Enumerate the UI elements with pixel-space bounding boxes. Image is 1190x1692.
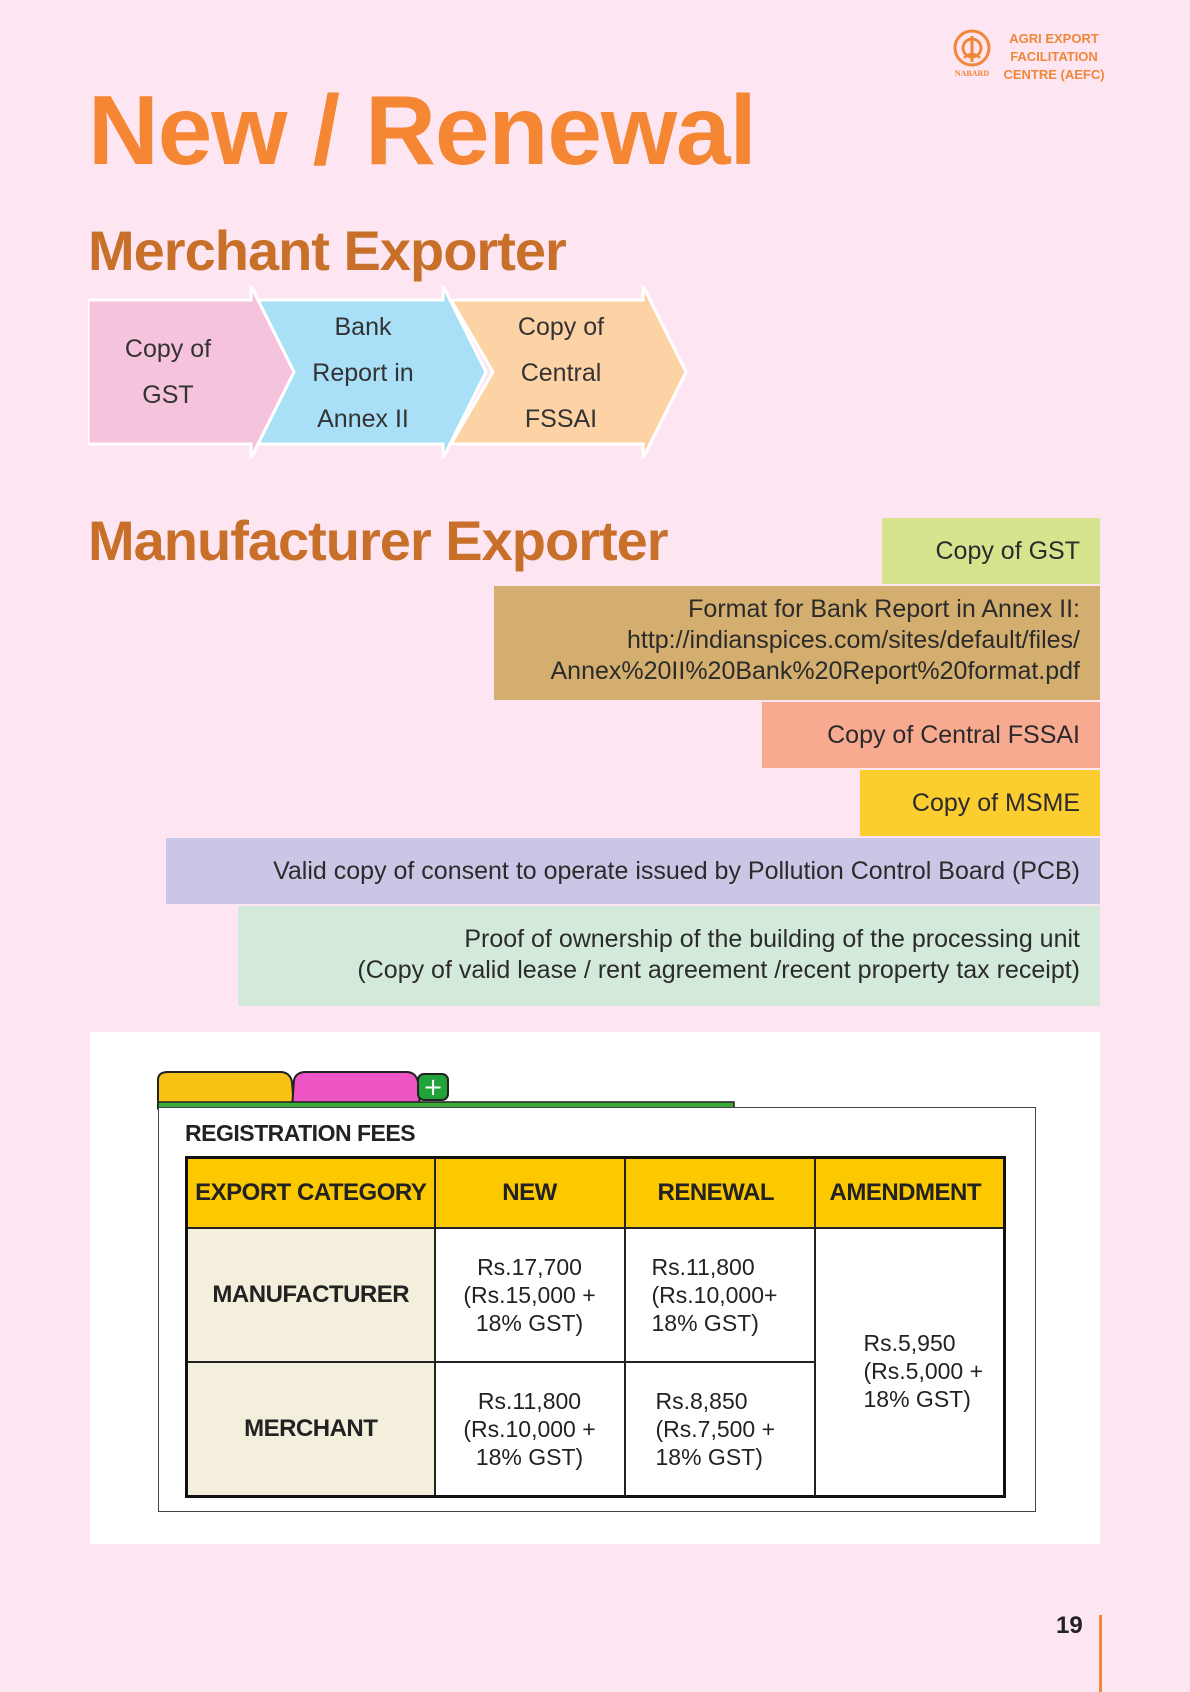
org-name-line: AGRI EXPORT [1009, 31, 1099, 46]
plus-icon: + [422, 1073, 444, 1101]
header-export-category: EXPORT CATEGORY [187, 1158, 435, 1229]
fees-title: REGISTRATION FEES [185, 1120, 416, 1146]
doc-text: Copy of GST [935, 537, 1080, 565]
flow-step-bank-report [268, 304, 458, 442]
fee-line: Rs.5,950 [863, 1329, 956, 1356]
nabard-emblem-icon [950, 28, 994, 78]
emblem-caption: NABARD [954, 69, 990, 78]
fee-line: (Rs.7,500 + [655, 1415, 776, 1442]
fee-cell-new [435, 1228, 625, 1362]
aefc-logo [950, 28, 1110, 84]
flow-step-line: Annex II [317, 405, 409, 433]
doc-gst [882, 518, 1100, 584]
fee-line: Rs.11,800 [651, 1254, 755, 1280]
fee-line: 18% GST) [863, 1385, 971, 1412]
fee-line: Rs.11,800 [477, 1387, 582, 1414]
fee-line: 18% GST) [475, 1310, 584, 1336]
flow-step-gst [88, 326, 248, 418]
registration-fees-panel [90, 1032, 1100, 1544]
table-row [187, 1228, 1005, 1362]
fee-line: Rs.17,700 [477, 1254, 582, 1280]
fee-line: (Rs.10,000 + [463, 1415, 596, 1442]
doc-fssai [762, 702, 1100, 768]
doc-text: Valid copy of consent to operate issued by Pollution Control Board (PCB) [273, 857, 1080, 885]
flow-step-line: FSSAI [524, 405, 598, 433]
fee-cell-renewal [625, 1362, 815, 1496]
doc-msme [860, 770, 1100, 836]
manufacturer-heading: Manufacturer Exporter [88, 509, 668, 572]
page-number-rule [1099, 1615, 1102, 1692]
fee-cell-amendment [815, 1228, 1005, 1496]
page-number: 19 [1056, 1612, 1083, 1639]
fee-line: 18% GST) [655, 1443, 763, 1470]
folder-tabs [156, 1068, 736, 1112]
doc-text: Copy of Central FSSAI [827, 721, 1080, 749]
org-name [998, 30, 1110, 84]
doc-text: Copy of MSME [911, 789, 1080, 817]
category-cell: MANUFACTURER [187, 1228, 435, 1362]
flow-step-line: Central [520, 359, 602, 387]
fee-line: 18% GST) [651, 1310, 759, 1336]
header-new: NEW [435, 1158, 625, 1229]
header-renewal: RENEWAL [625, 1158, 815, 1229]
header-amendment: AMENDMENT [815, 1158, 1005, 1229]
doc-ownership-proof [238, 906, 1100, 1006]
fee-line: Rs.8,850 [655, 1387, 748, 1414]
doc-text: Proof of ownership of the building of the processing unit [464, 925, 1080, 953]
fee-line: 18% GST) [475, 1443, 584, 1470]
flow-step-line: Copy of [517, 313, 605, 341]
flow-step-fssai [466, 304, 656, 442]
fee-cell-new [435, 1362, 625, 1496]
doc-pcb-consent [166, 838, 1100, 904]
fee-line: (Rs.5,000 + [863, 1357, 984, 1384]
fees-table-frame [158, 1107, 1036, 1512]
flow-step-line: Copy of [124, 335, 212, 363]
fee-line: (Rs.10,000+ [651, 1282, 778, 1308]
page-title: New / Renewal [88, 75, 756, 185]
flow-step-line: Report in [312, 359, 414, 387]
table-header-row [187, 1158, 1005, 1229]
category-cell: MERCHANT [187, 1362, 435, 1496]
flow-step-line: GST [142, 381, 194, 409]
doc-text: (Copy of valid lease / rent agreement /recent property tax receipt) [357, 956, 1080, 984]
merchant-flow [88, 284, 688, 464]
doc-bank-report-format [494, 586, 1100, 700]
doc-link[interactable]: Annex%20II%20Bank%20Report%20format.pdf [550, 657, 1080, 685]
org-name-line: CENTRE (AEFC) [1003, 67, 1105, 82]
doc-text: Format for Bank Report in Annex II: [688, 595, 1080, 623]
org-name-line: FACILITATION [1010, 49, 1098, 64]
merchant-heading: Merchant Exporter [88, 219, 566, 282]
fees-table [185, 1156, 1006, 1498]
fee-cell-renewal [625, 1228, 815, 1362]
flow-step-line: Bank [334, 313, 392, 341]
fee-line: (Rs.15,000 + [463, 1282, 596, 1308]
doc-link[interactable]: http://indianspices.com/sites/default/files/ [626, 626, 1080, 654]
